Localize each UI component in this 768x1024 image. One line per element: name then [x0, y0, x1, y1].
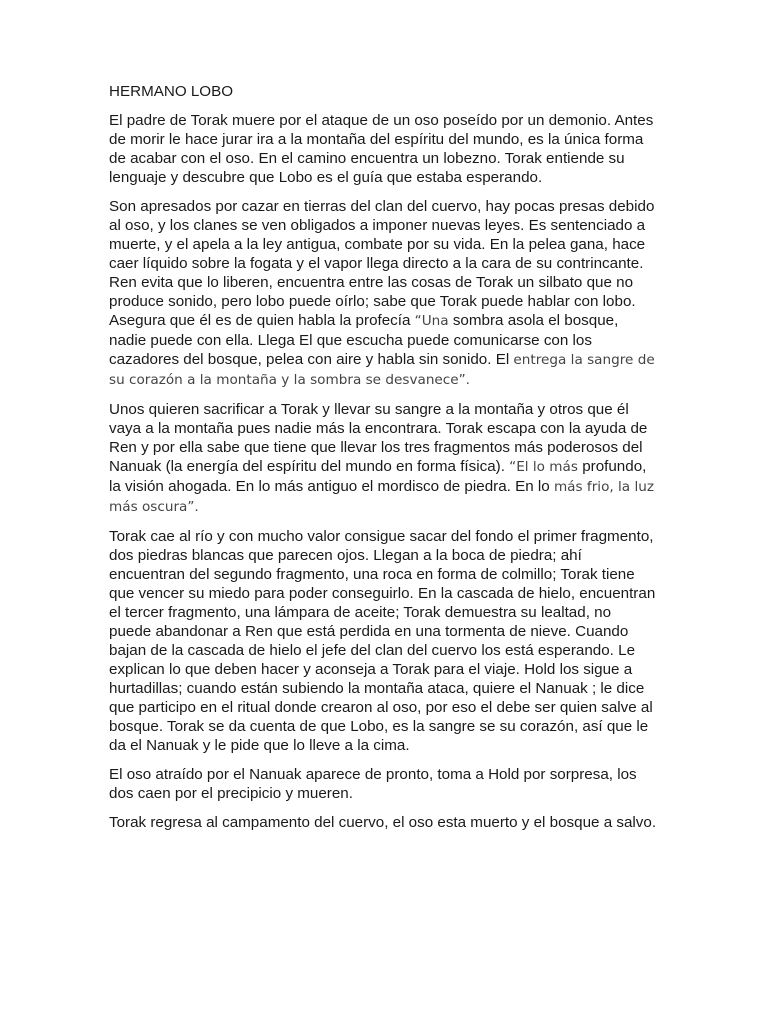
- paragraph-text: El oso atraído por el Nanuak aparece de pronto, toma a Hold por sorpresa, los dos caen por el precipicio y mueren.: [109, 766, 637, 802]
- paragraph: [109, 765, 657, 803]
- paragraph-text: sombra asola el bosque, nadie puede con ella. Llega El que escucha puede comunicarse con los cazadores del bosque, pelea con aire y habla sin sonido. El: [109, 312, 619, 368]
- paragraph-text: Son apresados por cazar en tierras del clan del cuervo, hay pocas presas debido al oso, y los clanes se ven obligados a imponer nuevas leyes. Es sentenciado a muerte, y el apela a la ley antigua, combate por su vida. En la pelea gana, hace caer líquido sobre la fogata y el vapor llega directo a la cara de su contrincante. Ren evita que lo liberen, encuentra entre las cosas de Torak un silbato que no produce sonido, pero lobo puede oírlo; sabe que Torak puede hablar con lobo. Asegura que él es de quien habla la profecía: [109, 198, 655, 329]
- paragraph-text: Torak cae al río y con mucho valor consigue sacar del fondo el primer fragmento, dos piedras blancas que parecen ojos. Llegan a la boca de piedra; ahí encuentran del segundo fragmento, una roca en forma de colmillo; Torak tiene que vencer su miedo para poder conseguirlo. En la cascada de hielo, encuentran el tercer fragmento, una lámpara de aceite; Torak demuestra su lealtad, no puede abandonar a Ren que está perdida en una tormenta de nieve. Cuando bajan de la cascada de hielo el jefe del clan del cuervo los está esperando. Le explican lo que deben hacer y aconseja a Torak para el viaje. Hold los sigue a hurtadillas; cuando están subiendo la montaña ataca, quiere el Nanuak ; le dice que participo en el ritual donde crearon al oso, por eso el debe ser quien salve al bosque. Torak se da cuenta de que Lobo, es la sangre se su corazón, así que le da el Nanuak y le pide que lo lleve a la cima.: [109, 528, 656, 754]
- quote-text: “El lo más: [509, 459, 578, 475]
- paragraph: [109, 111, 657, 187]
- quote-text: “Una: [414, 313, 449, 329]
- paragraph-text: profundo, la visión ahogada. En lo más antiguo el mordisco de piedra. En lo: [109, 458, 647, 495]
- paragraph: [109, 197, 657, 390]
- document-body: [109, 111, 657, 832]
- paragraph: [109, 813, 657, 832]
- paragraph: [109, 527, 657, 755]
- document-title: HERMANO LOBO: [109, 83, 234, 100]
- paragraph: [109, 400, 657, 517]
- quote-text: más frio, la luz más oscura”.: [109, 479, 654, 515]
- paragraph-text: Unos quieren sacrificar a Torak y llevar su sangre a la montaña y otros que él vaya a la montaña pues nadie más la encontrara. Torak escapa con la ayuda de Ren y por ella sabe que tiene que llevar los tres fragmentos más poderosos del Nanuak (la energía del espíritu del mundo en forma física).: [109, 401, 648, 475]
- document-page: [109, 82, 657, 842]
- paragraph-text: El padre de Torak muere por el ataque de un oso poseído por un demonio. Antes de morir le hace jurar ira a la montaña del espíritu del mundo, es la única forma de acabar con el oso. En el camino encuentra un lobezno. Torak entiende su lenguaje y descubre que Lobo es el guía que estaba esperando.: [109, 112, 654, 186]
- paragraph-text: Torak regresa al campamento del cuervo, el oso esta muerto y el bosque a salvo.: [109, 814, 657, 831]
- quote-text: entrega la sangre de su corazón a la montaña y la sombra se desvanece”.: [109, 352, 655, 388]
